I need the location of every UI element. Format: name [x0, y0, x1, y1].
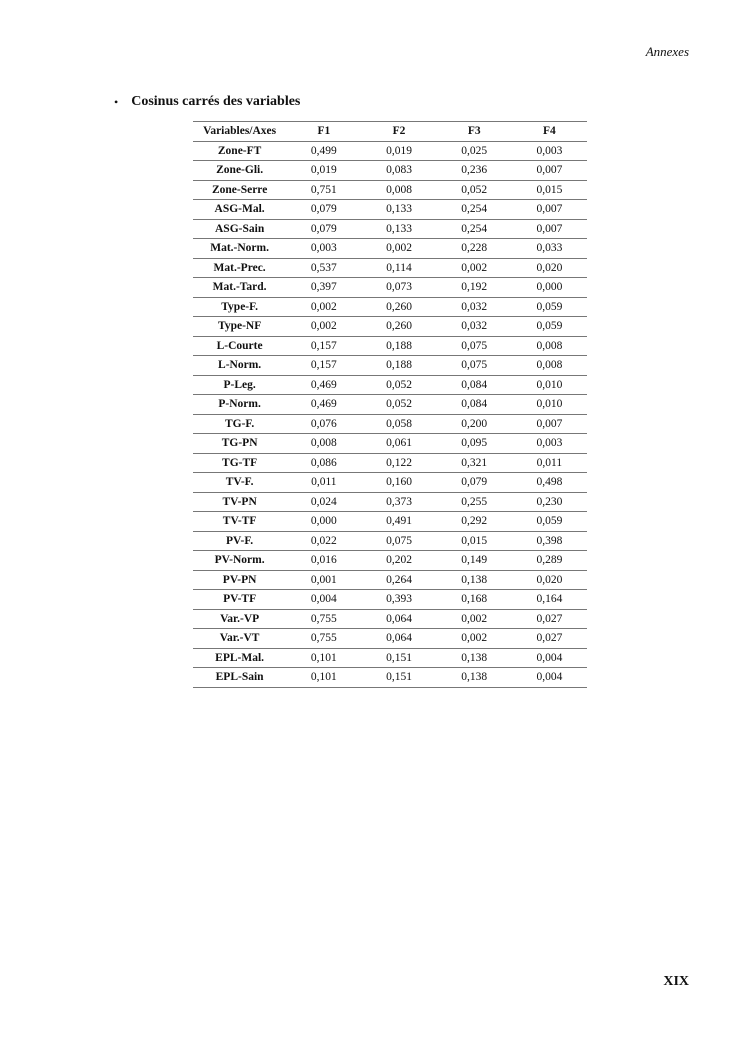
- cos2-value-cell: 0,289: [512, 551, 587, 571]
- cos2-value-cell: 0,202: [361, 551, 436, 571]
- variable-name-cell: ASG-Mal.: [193, 200, 286, 220]
- cos2-value-cell: 0,755: [286, 609, 361, 629]
- variable-name-cell: TV-PN: [193, 492, 286, 512]
- table-row: [193, 395, 587, 415]
- cos2-value-cell: 0,064: [361, 609, 436, 629]
- variable-name-cell: ASG-Sain: [193, 219, 286, 239]
- cos2-value-cell: 0,151: [361, 648, 436, 668]
- table-row: [193, 278, 587, 298]
- cos2-value-cell: 0,151: [361, 668, 436, 688]
- variable-name-cell: L-Courte: [193, 336, 286, 356]
- cos2-value-cell: 0,002: [361, 239, 436, 259]
- table-row: [193, 434, 587, 454]
- cos2-value-cell: 0,188: [361, 356, 436, 376]
- table-row: [193, 473, 587, 493]
- cos2-value-cell: 0,002: [286, 317, 361, 337]
- cos2-value-cell: 0,157: [286, 336, 361, 356]
- cos2-value-cell: 0,499: [286, 141, 361, 161]
- cos2-value-cell: 0,052: [361, 375, 436, 395]
- section-title: Cosinus carrés des variables: [131, 94, 301, 109]
- cos2-value-cell: 0,138: [437, 668, 512, 688]
- column-header: F1: [286, 122, 361, 142]
- variable-name-cell: Zone-FT: [193, 141, 286, 161]
- squared-cosines-table: [193, 121, 587, 688]
- cos2-value-cell: 0,101: [286, 668, 361, 688]
- variable-name-cell: TV-TF: [193, 512, 286, 532]
- table-header-row: [193, 122, 587, 142]
- cos2-value-cell: 0,491: [361, 512, 436, 532]
- cos2-value-cell: 0,020: [512, 570, 587, 590]
- cos2-value-cell: 0,007: [512, 200, 587, 220]
- running-header: Annexes: [645, 44, 689, 59]
- cos2-value-cell: 0,188: [361, 336, 436, 356]
- cos2-value-cell: 0,537: [286, 258, 361, 278]
- variable-name-cell: TV-F.: [193, 473, 286, 493]
- cos2-value-cell: 0,059: [512, 512, 587, 532]
- cos2-value-cell: 0,024: [286, 492, 361, 512]
- cos2-value-cell: 0,010: [512, 375, 587, 395]
- table-row: [193, 239, 587, 259]
- table-row: [193, 258, 587, 278]
- cos2-value-cell: 0,228: [437, 239, 512, 259]
- cos2-value-cell: 0,138: [437, 648, 512, 668]
- cos2-value-cell: 0,010: [512, 395, 587, 415]
- cos2-value-cell: 0,004: [512, 668, 587, 688]
- variable-name-cell: Var.-VP: [193, 609, 286, 629]
- table-row: [193, 453, 587, 473]
- cos2-value-cell: 0,498: [512, 473, 587, 493]
- cos2-value-cell: 0,230: [512, 492, 587, 512]
- cos2-value-cell: 0,032: [437, 317, 512, 337]
- variable-name-cell: TG-TF: [193, 453, 286, 473]
- cos2-value-cell: 0,095: [437, 434, 512, 454]
- variable-name-cell: TG-PN: [193, 434, 286, 454]
- cos2-value-cell: 0,033: [512, 239, 587, 259]
- table-row: [193, 336, 587, 356]
- table-row: [193, 297, 587, 317]
- cos2-value-cell: 0,157: [286, 356, 361, 376]
- table-row: [193, 609, 587, 629]
- cos2-value-cell: 0,469: [286, 395, 361, 415]
- table-row: [193, 551, 587, 571]
- cos2-value-cell: 0,075: [437, 336, 512, 356]
- cos2-value-cell: 0,086: [286, 453, 361, 473]
- cos2-value-cell: 0,032: [437, 297, 512, 317]
- cos2-value-cell: 0,025: [437, 141, 512, 161]
- column-header: Variables/Axes: [193, 122, 286, 142]
- cos2-value-cell: 0,022: [286, 531, 361, 551]
- variable-name-cell: Type-F.: [193, 297, 286, 317]
- cos2-value-cell: 0,008: [512, 336, 587, 356]
- cos2-value-cell: 0,059: [512, 297, 587, 317]
- cos2-value-cell: 0,027: [512, 609, 587, 629]
- cos2-value-cell: 0,751: [286, 180, 361, 200]
- table-row: [193, 317, 587, 337]
- cos2-value-cell: 0,469: [286, 375, 361, 395]
- cos2-value-cell: 0,083: [361, 161, 436, 181]
- variable-name-cell: PV-Norm.: [193, 551, 286, 571]
- cos2-value-cell: 0,133: [361, 200, 436, 220]
- cos2-value-cell: 0,000: [286, 512, 361, 532]
- cos2-value-cell: 0,192: [437, 278, 512, 298]
- cos2-value-cell: 0,075: [437, 356, 512, 376]
- cos2-value-cell: 0,015: [437, 531, 512, 551]
- variable-name-cell: Mat.-Norm.: [193, 239, 286, 259]
- column-header: F4: [512, 122, 587, 142]
- variable-name-cell: PV-F.: [193, 531, 286, 551]
- variable-name-cell: TG-F.: [193, 414, 286, 434]
- cos2-value-cell: 0,393: [361, 590, 436, 610]
- cos2-value-cell: 0,059: [512, 317, 587, 337]
- variable-name-cell: Zone-Gli.: [193, 161, 286, 181]
- cos2-value-cell: 0,076: [286, 414, 361, 434]
- cos2-value-cell: 0,373: [361, 492, 436, 512]
- cos2-value-cell: 0,008: [361, 180, 436, 200]
- table-row: [193, 375, 587, 395]
- cos2-value-cell: 0,007: [512, 219, 587, 239]
- variable-name-cell: EPL-Mal.: [193, 648, 286, 668]
- table-row: [193, 648, 587, 668]
- section-heading: [114, 94, 300, 110]
- cos2-value-cell: 0,321: [437, 453, 512, 473]
- variable-name-cell: PV-TF: [193, 590, 286, 610]
- cos2-value-cell: 0,168: [437, 590, 512, 610]
- variable-name-cell: EPL-Sain: [193, 668, 286, 688]
- cos2-value-cell: 0,398: [512, 531, 587, 551]
- table-row: [193, 590, 587, 610]
- cos2-value-cell: 0,254: [437, 200, 512, 220]
- cos2-value-cell: 0,264: [361, 570, 436, 590]
- variable-name-cell: P-Leg.: [193, 375, 286, 395]
- bullet-icon: •: [114, 94, 119, 109]
- cos2-value-cell: 0,079: [437, 473, 512, 493]
- cos2-value-cell: 0,052: [437, 180, 512, 200]
- cos2-value-cell: 0,011: [512, 453, 587, 473]
- cos2-value-cell: 0,255: [437, 492, 512, 512]
- table-row: [193, 200, 587, 220]
- table-row: [193, 668, 587, 688]
- page-number: XIX: [663, 974, 689, 989]
- table-row: [193, 141, 587, 161]
- cos2-value-cell: 0,084: [437, 395, 512, 415]
- table-row: [193, 629, 587, 649]
- cos2-value-cell: 0,254: [437, 219, 512, 239]
- cos2-value-cell: 0,004: [286, 590, 361, 610]
- cos2-value-cell: 0,002: [437, 609, 512, 629]
- cos2-value-cell: 0,007: [512, 161, 587, 181]
- variable-name-cell: Mat.-Prec.: [193, 258, 286, 278]
- cos2-value-cell: 0,160: [361, 473, 436, 493]
- cos2-value-cell: 0,020: [512, 258, 587, 278]
- cos2-value-cell: 0,019: [286, 161, 361, 181]
- cos2-value-cell: 0,164: [512, 590, 587, 610]
- cos2-value-cell: 0,003: [512, 141, 587, 161]
- cos2-value-cell: 0,064: [361, 629, 436, 649]
- cos2-value-cell: 0,002: [437, 629, 512, 649]
- cos2-value-cell: 0,001: [286, 570, 361, 590]
- cos2-value-cell: 0,079: [286, 200, 361, 220]
- cos2-value-cell: 0,101: [286, 648, 361, 668]
- column-header: F2: [361, 122, 436, 142]
- cos2-value-cell: 0,260: [361, 317, 436, 337]
- cos2-value-cell: 0,138: [437, 570, 512, 590]
- table-row: [193, 161, 587, 181]
- variable-name-cell: Type-NF: [193, 317, 286, 337]
- cos2-value-cell: 0,200: [437, 414, 512, 434]
- cos2-value-cell: 0,000: [512, 278, 587, 298]
- table-row: [193, 570, 587, 590]
- cos2-value-cell: 0,003: [512, 434, 587, 454]
- table-row: [193, 356, 587, 376]
- cos2-value-cell: 0,114: [361, 258, 436, 278]
- cos2-value-cell: 0,019: [361, 141, 436, 161]
- cos2-value-cell: 0,027: [512, 629, 587, 649]
- cos2-value-cell: 0,002: [437, 258, 512, 278]
- table-row: [193, 180, 587, 200]
- column-header: F3: [437, 122, 512, 142]
- cos2-value-cell: 0,084: [437, 375, 512, 395]
- cos2-value-cell: 0,058: [361, 414, 436, 434]
- table-row: [193, 219, 587, 239]
- table-row: [193, 492, 587, 512]
- cos2-value-cell: 0,149: [437, 551, 512, 571]
- cos2-value-cell: 0,292: [437, 512, 512, 532]
- cos2-value-cell: 0,008: [286, 434, 361, 454]
- cos2-value-cell: 0,003: [286, 239, 361, 259]
- variable-name-cell: Mat.-Tard.: [193, 278, 286, 298]
- cos2-value-cell: 0,061: [361, 434, 436, 454]
- table-body: [193, 141, 587, 687]
- cos2-value-cell: 0,236: [437, 161, 512, 181]
- cos2-value-cell: 0,073: [361, 278, 436, 298]
- cos2-value-cell: 0,015: [512, 180, 587, 200]
- variable-name-cell: Var.-VT: [193, 629, 286, 649]
- table-row: [193, 512, 587, 532]
- variable-name-cell: P-Norm.: [193, 395, 286, 415]
- table-row: [193, 531, 587, 551]
- cos2-value-cell: 0,002: [286, 297, 361, 317]
- variable-name-cell: PV-PN: [193, 570, 286, 590]
- cos2-value-cell: 0,008: [512, 356, 587, 376]
- table-row: [193, 414, 587, 434]
- cos2-value-cell: 0,011: [286, 473, 361, 493]
- cos2-value-cell: 0,755: [286, 629, 361, 649]
- cos2-value-cell: 0,133: [361, 219, 436, 239]
- cos2-value-cell: 0,075: [361, 531, 436, 551]
- cos2-value-cell: 0,122: [361, 453, 436, 473]
- cos2-value-cell: 0,260: [361, 297, 436, 317]
- cos2-value-cell: 0,397: [286, 278, 361, 298]
- cos2-value-cell: 0,016: [286, 551, 361, 571]
- variable-name-cell: Zone-Serre: [193, 180, 286, 200]
- cos2-value-cell: 0,004: [512, 648, 587, 668]
- cos2-value-cell: 0,079: [286, 219, 361, 239]
- cos2-value-cell: 0,007: [512, 414, 587, 434]
- cos2-value-cell: 0,052: [361, 395, 436, 415]
- variable-name-cell: L-Norm.: [193, 356, 286, 376]
